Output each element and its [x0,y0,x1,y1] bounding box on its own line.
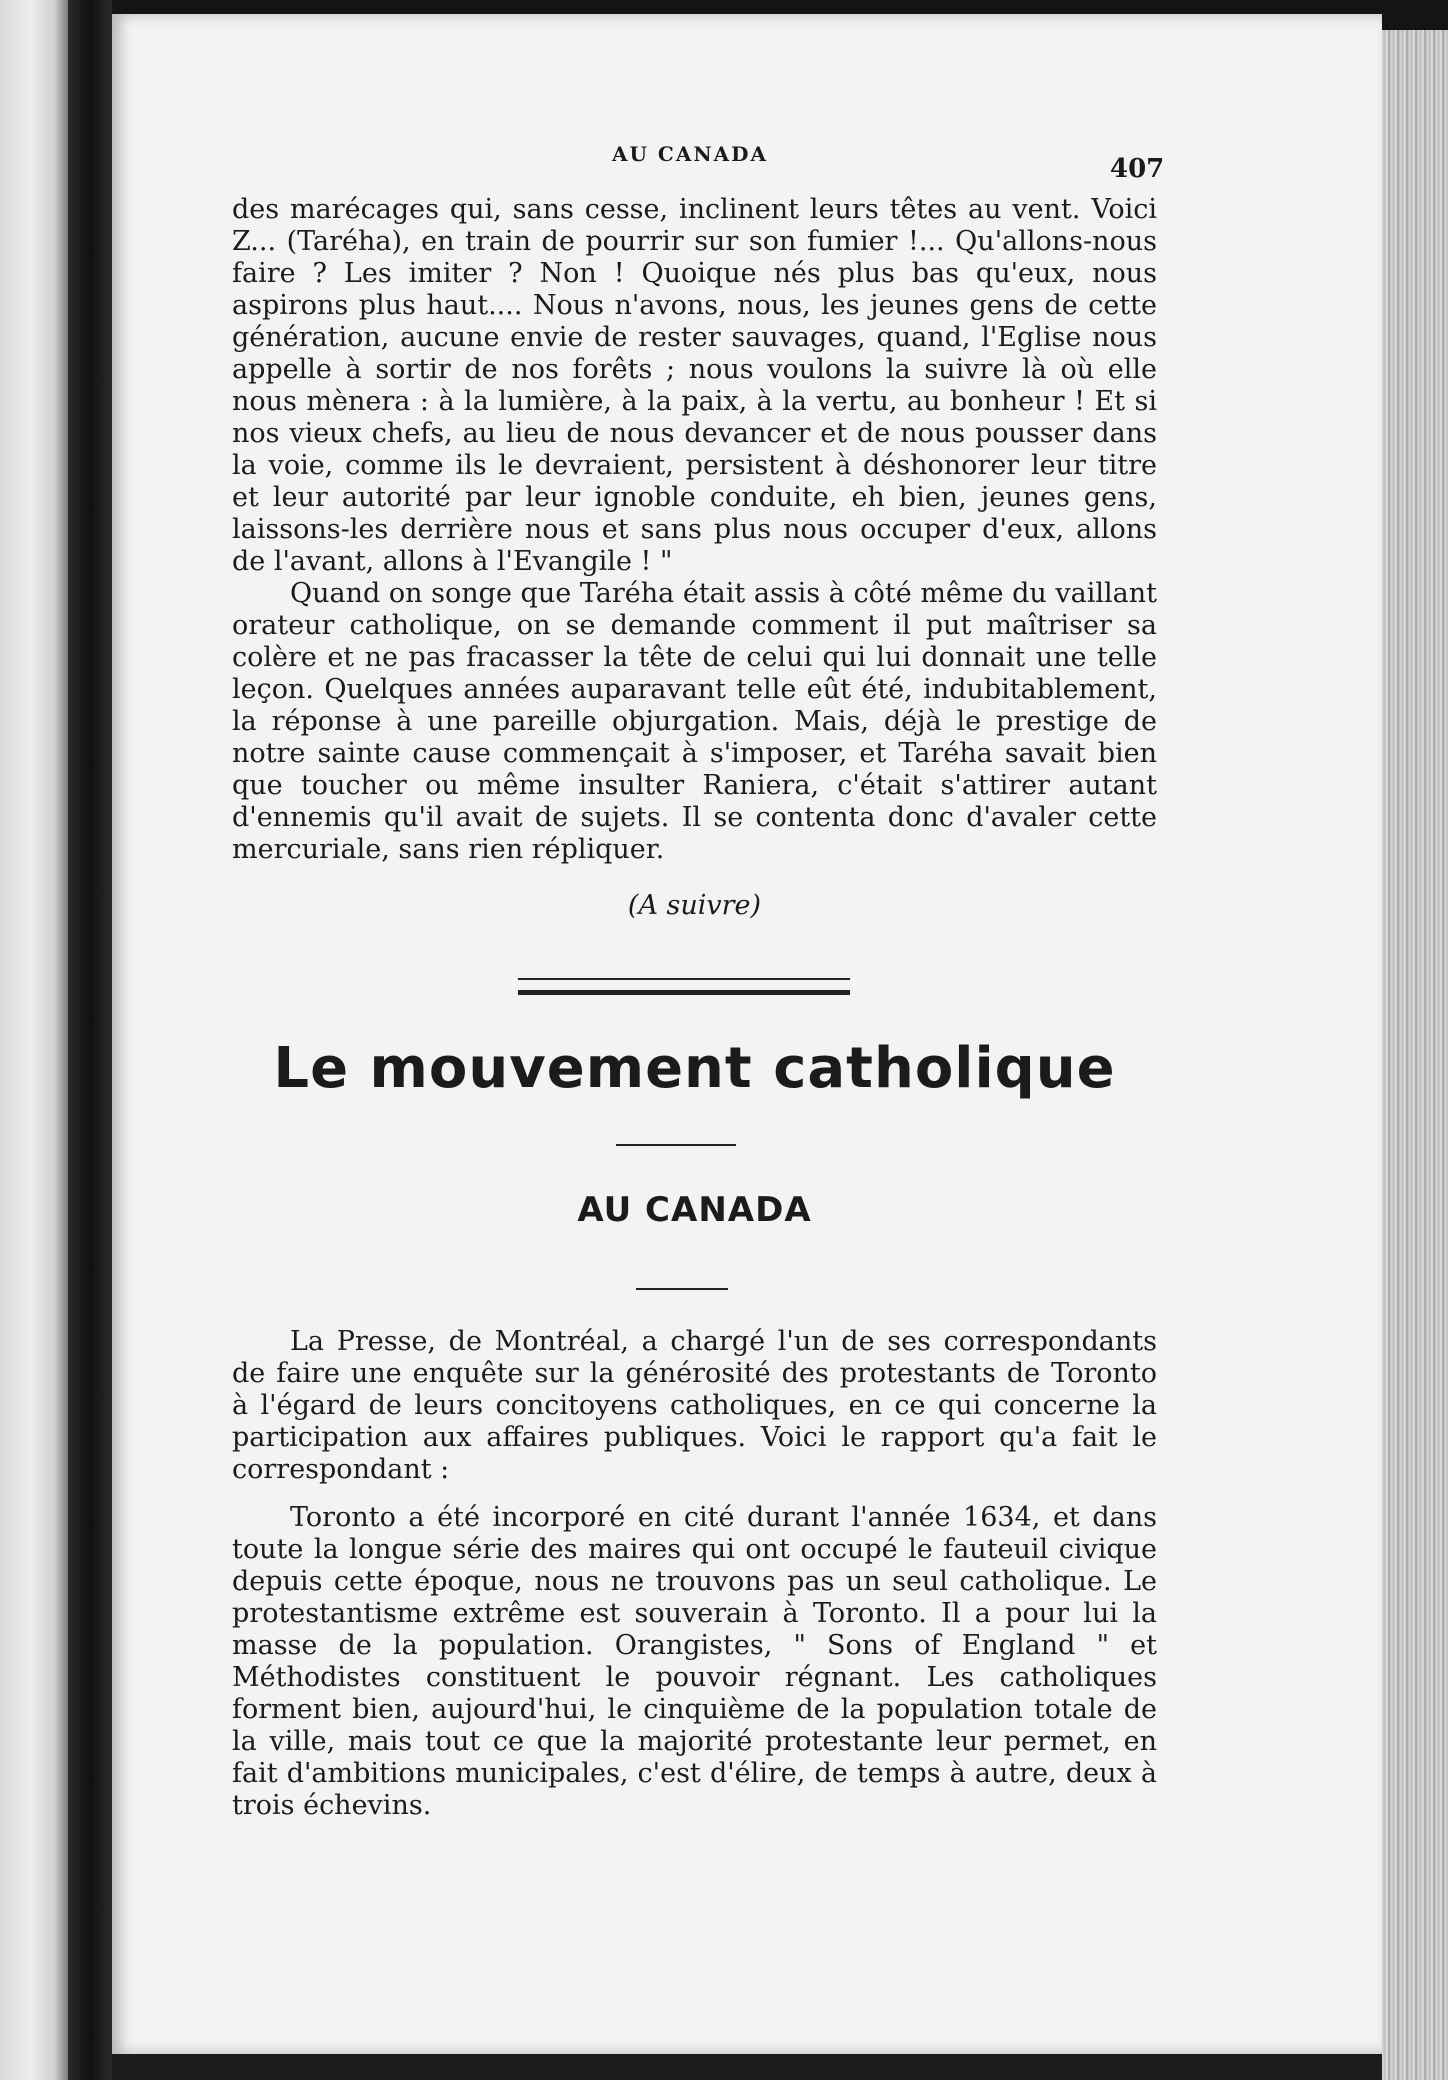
paragraph: Toronto a été incorporé en cité durant l'année 1634, et dans toute la longue série des maires qui ont occupé le fauteuil civique depuis cette époque, nous ne trouvons pas un seul catholique. Le protestantisme extrême est souverain à Toronto. Il a pour lui la masse de la population. Orangistes, " Sons of England " et Méthodistes constituent le pouvoir régnant. Les catholiques forment bien, aujourd'hui, le cinquième de la population totale de la ville, mais tout ce que la majorité protestante leur permet, en fait d'ambitions municipales, c'est d'élire, de temps à autre, deux à trois échevins. [232,1502,1157,1821]
to-be-continued: (A suivre) [627,890,762,921]
paragraph: Quand on songe que Taréha était assis à côté même du vaillant orateur catholique, on se demande comment il put maîtriser sa colère et ne pas fracasser la tête de celui qui lui donnait une telle leçon. Quelques années auparavant telle eût été, indubitablement, la réponse à une pareille objurgation. Mais, déjà le prestige de notre sainte cause commençait à s'imposer, et Taréha savait bien que toucher ou même insulter Raniera, c'était s'attirer autant d'ennemis qu'il avait de sujets. Il se contenta donc d'avaler cette mercuriale, sans rien répliquer. [232,578,1157,865]
page-number: 407 [1110,154,1165,184]
paragraph: des marécages qui, sans cesse, inclinent leurs têtes au vent. Voici Z... (Taréha), en train de pourrir sur son fumier !... Qu'allons-nous faire ? Les imiter ? Non ! Quoique nés plus bas qu'eux, nous aspirons plus haut.... Nous n'avons, nous, les jeunes gens de cette génération, aucune envie de rester sauvages, quand, l'Eglise nous appelle à sortir de nos forêts ; nous voulons la suivre là où elle nous mènera : à la lumière, à la paix, à la vertu, au bonheur ! Et si nos vieux chefs, au lieu de nous devancer et de nous pousser dans la voie, comme ils le devraient, persistent à déshonorer leur titre et leur autorité par leur ignoble conduite, eh bien, jeunes gens, laissons-les derrière nous et sans plus nous occuper d'eux, allons de l'avant, allons à l'Evangile ! " [232,194,1157,577]
page-edges-stack [1382,30,1448,2080]
subtitle-rule [636,1288,728,1290]
book-gutter [68,0,112,2080]
paragraph: La Presse, de Montréal, a chargé l'un de ses correspondants de faire une enquête sur la générosité des protestants de Toronto à l'égard de leurs concitoyens catholiques, en ce qui concerne la participation aux affaires publiques. Voici le rapport qu'a fait le correspondant : [232,1326,1157,1485]
article-body [232,1326,1157,1838]
title-rule [616,1144,736,1146]
article-title: Le mouvement catholique [273,1036,1116,1101]
section-divider [518,978,850,995]
facing-page-edge [0,0,68,2080]
scan-bottom-border [112,2054,1382,2080]
continued-text [232,194,1157,866]
running-head: AU CANADA [612,142,769,166]
article-subtitle: AU CANADA [577,1190,812,1230]
